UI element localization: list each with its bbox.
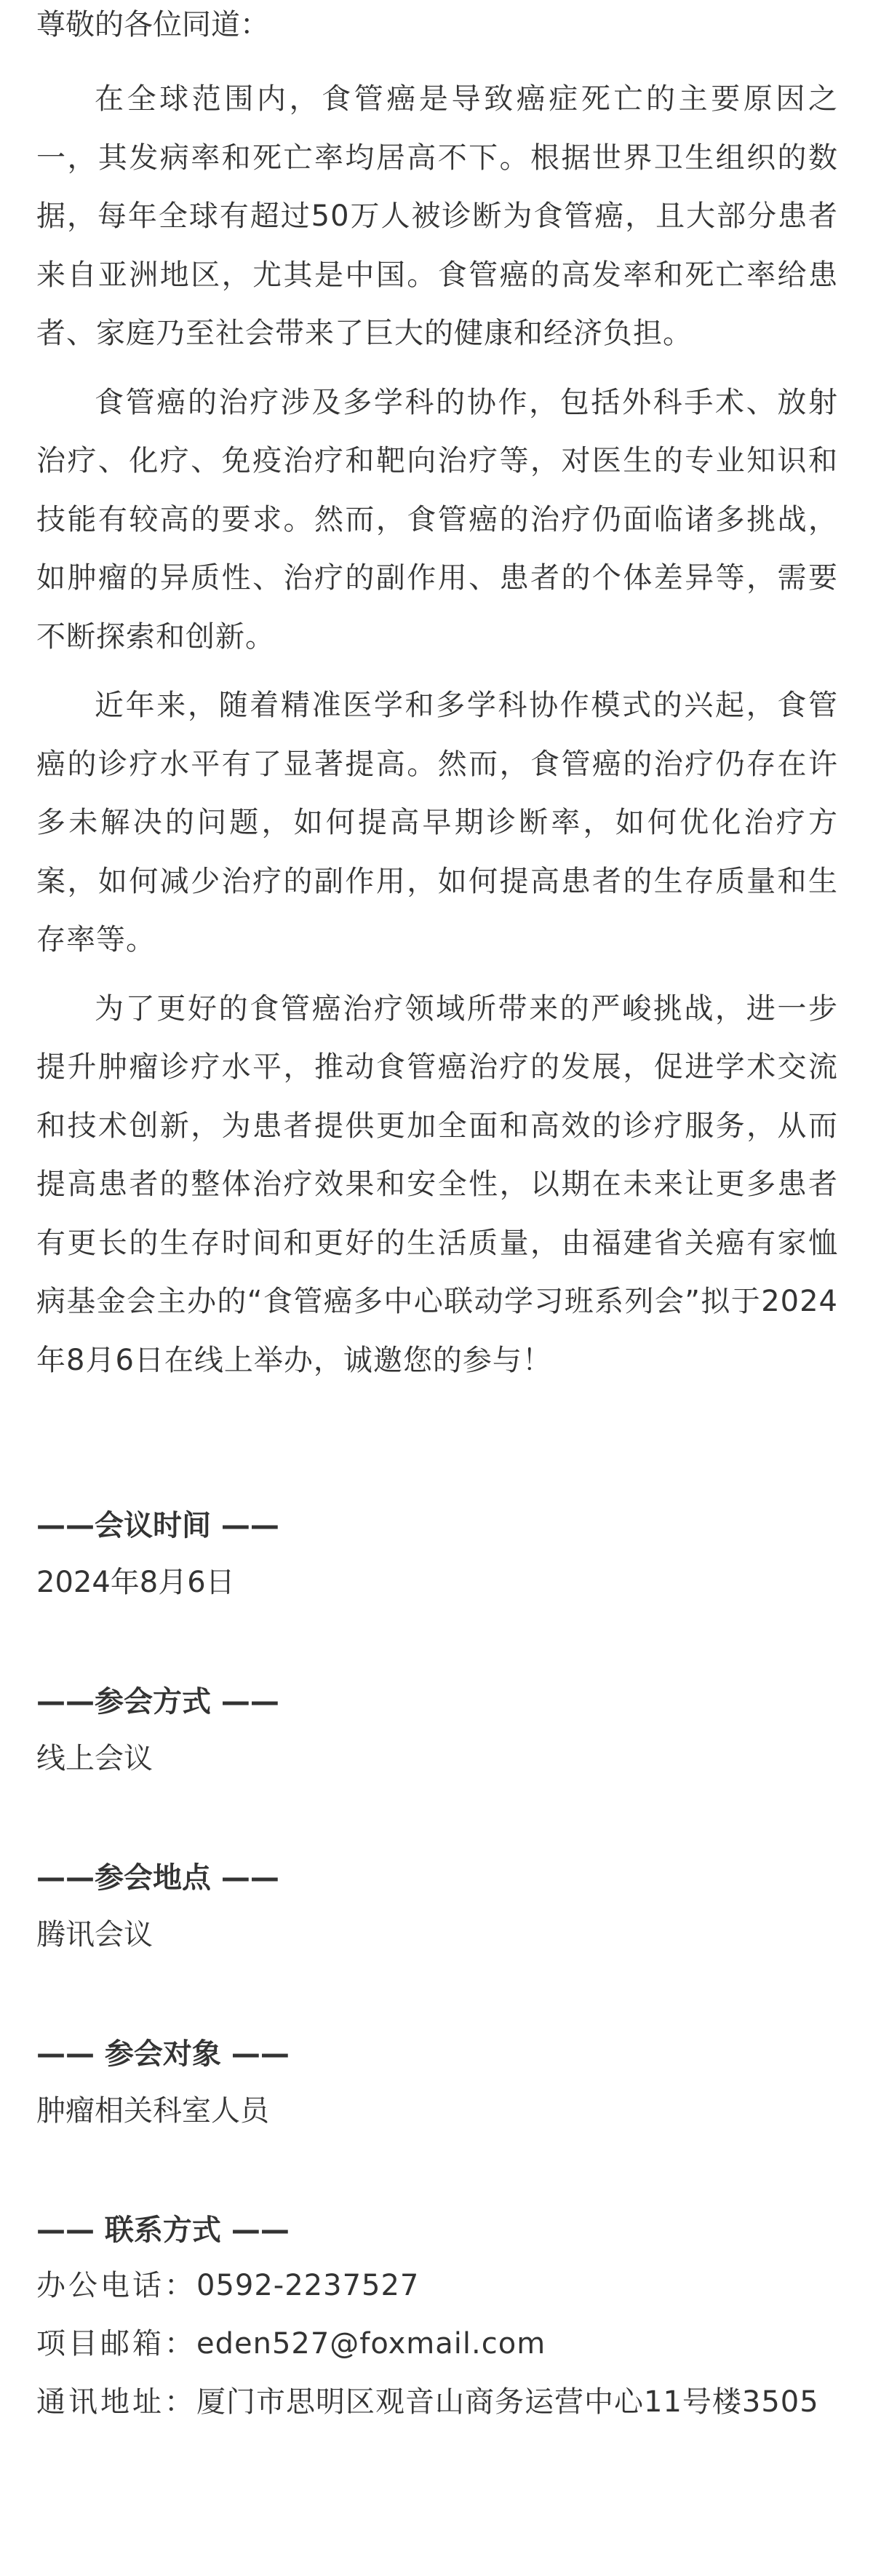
intro-paragraph-4: 为了更好的食管癌治疗领域所带来的严峻挑战，进一步提升肿瘤诊疗水平，推动食管癌治疗的发展，促进学术交流和技术创新，为患者提供更加全面和高效的诊疗服务，从而提高患者的整体治疗效果和安全性，以期在未来让更多患者有更长的生存时间和更好的生活质量，由福建省关癌有家恤病基金会主办的“食管癌多中心联动学习班系列会”拟于2024年8月6日在线上举办，诚邀您的参与！ [36, 991, 838, 1377]
office-phone-value: 0592-2237527 [196, 2269, 420, 2302]
meeting-audience-section [36, 2038, 838, 2127]
meeting-venue-value: 腾讯会议 [36, 1918, 153, 1951]
intro-paragraph-1: 在全球范围内，食管癌是导致癌症死亡的主要原因之一，其发病率和死亡率均居高不下。根据世界卫生组织的数据，每年全球有超过50万人被诊断为食管癌，且大部分患者来自亚洲地区，尤其是中国。食管癌的高发率和死亡率给患者、家庭乃至社会带来了巨大的健康和经济负担。 [36, 82, 838, 350]
project-email-label: 项目邮箱： [36, 2327, 196, 2361]
contact-section [36, 2214, 838, 2431]
mailing-address-line [36, 2373, 838, 2431]
greeting: 尊敬的各位同道： [36, 8, 269, 41]
meeting-venue-heading: ——参会地点 —— [36, 1861, 279, 1895]
meeting-venue-section [36, 1862, 838, 1951]
meeting-time-section [36, 1510, 838, 1598]
mailing-address-value: 厦门市思明区观音山商务运营中心11号楼3505 [196, 2385, 819, 2419]
meeting-method-heading: ——参会方式 —— [36, 1685, 279, 1719]
project-email-value: eden527@foxmail.com [196, 2327, 546, 2361]
intro-paragraph-2: 食管癌的治疗涉及多学科的协作，包括外科手术、放射治疗、化疗、免疫治疗和靶向治疗等，对医生的专业知识和技能有较高的要求。然而，食管癌的治疗仍面临诸多挑战，如肿瘤的异质性、治疗的副作用、患者的个体差异等，需要不断探索和创新。 [36, 385, 838, 654]
meeting-method-value: 线上会议 [36, 1742, 153, 1775]
intro-paragraph-3: 近年来，随着精准医学和多学科协作模式的兴起，食管癌的诊疗水平有了显著提高。然而，食管癌的治疗仍存在许多未解决的问题，如何提高早期诊断率，如何优化治疗方案，如何减少治疗的副作用，如何提高患者的生存质量和生存率等。 [36, 689, 838, 956]
section-spacer [36, 1390, 838, 1510]
contact-heading: —— 联系方式 —— [36, 2214, 290, 2247]
meeting-time-value: 2024年8月6日 [36, 1566, 235, 1599]
meeting-audience-value: 肿瘤相关科室人员 [36, 2094, 269, 2128]
meeting-audience-heading: —— 参会对象 —— [36, 2037, 290, 2071]
mailing-address-label: 通讯地址： [36, 2385, 196, 2419]
meeting-method-section [36, 1686, 838, 1775]
office-phone-label: 办公电话： [36, 2269, 196, 2302]
project-email-line [36, 2315, 838, 2373]
office-phone-line [36, 2256, 838, 2315]
meeting-time-heading: ——会议时间 —— [36, 1509, 279, 1542]
